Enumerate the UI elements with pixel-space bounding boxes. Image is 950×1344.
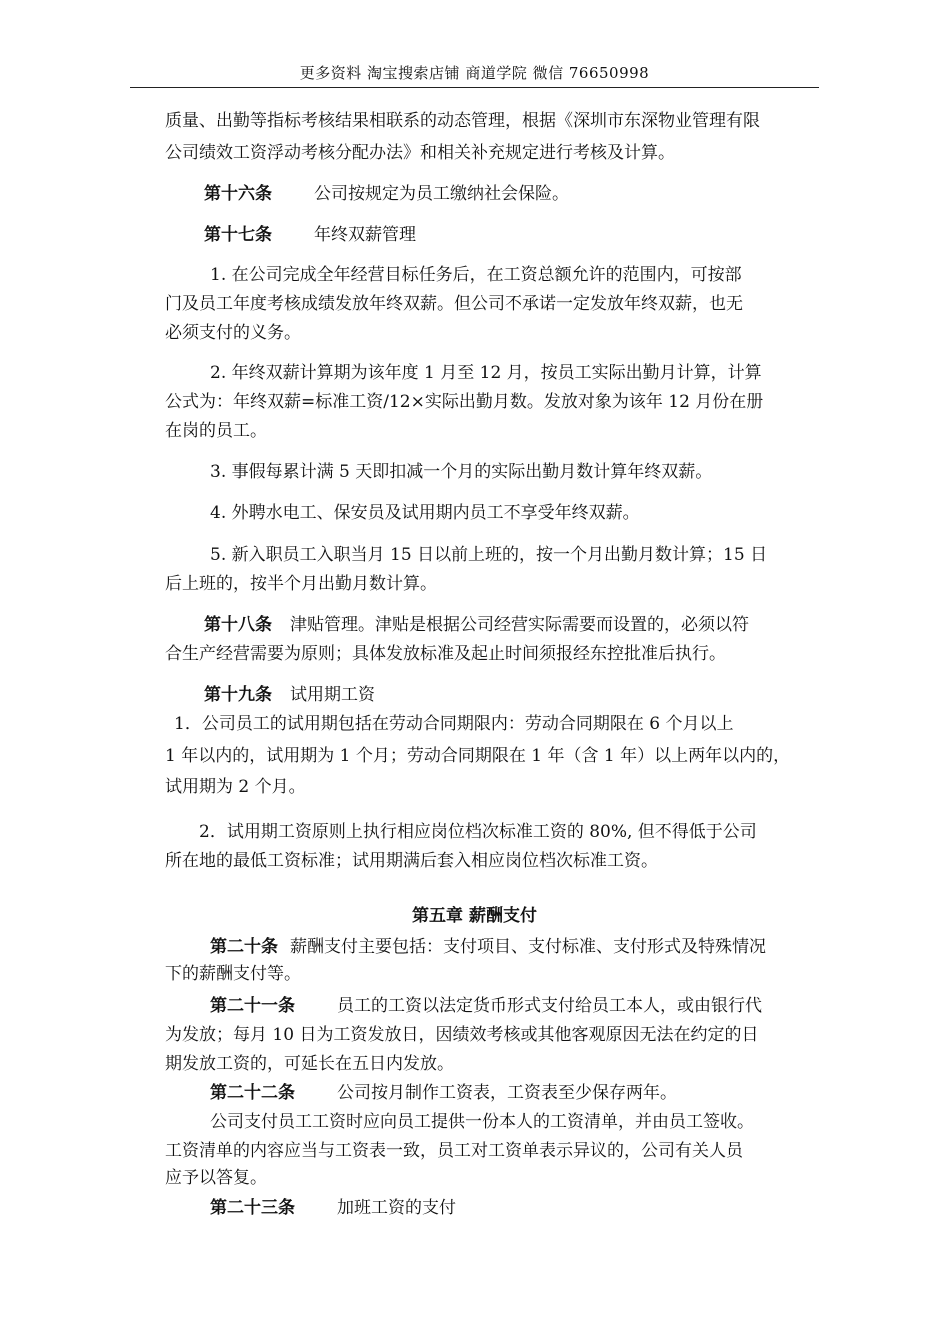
paragraph-line: 1. 在公司完成全年经营目标任务后，在工资总额允许的范围内，可按部	[210, 265, 742, 285]
paragraph-line: 公式为：年终双薪=标准工资/12×实际出勤月数。发放对象为该年 12 月份在册	[165, 392, 764, 412]
article-label: 第十七条	[204, 225, 272, 245]
paragraph-line: 下的薪酬支付等。	[165, 964, 301, 984]
chapter-title: 第五章 薪酬支付	[412, 906, 537, 926]
paragraph-line: 质量、出勤等指标考核结果相联系的动态管理，根据《深圳市东深物业管理有限	[165, 111, 760, 131]
article-20	[210, 934, 766, 960]
article-label: 第二十条	[210, 937, 278, 957]
article-label: 第二十二条	[210, 1083, 295, 1103]
paragraph-line: 在岗的员工。	[165, 421, 267, 441]
article-17	[204, 222, 416, 248]
article-21	[210, 993, 762, 1019]
paragraph-line: 5. 新入职员工入职当月 15 日以前上班的，按一个月出勤月数计算；15 日	[210, 545, 768, 565]
article-18	[204, 612, 749, 638]
article-22	[210, 1080, 677, 1106]
article-text: 津贴管理。津贴是根据公司经营实际需要而设置的，必须以符	[290, 615, 749, 635]
article-text: 公司按规定为员工缴纳社会保险。	[314, 184, 569, 204]
article-16	[204, 181, 569, 207]
article-label: 第十九条	[204, 685, 272, 705]
article-text: 员工的工资以法定货币形式支付给员工本人，或由银行代	[337, 996, 762, 1016]
paragraph-line: 4. 外聘水电工、保安员及试用期内员工不享受年终双薪。	[210, 503, 640, 523]
paragraph-line: 合生产经营需要为原则；具体发放标准及起止时间须报经东控批准后执行。	[165, 644, 726, 664]
article-19	[204, 682, 375, 708]
paragraph-line: 后上班的，按半个月出勤月数计算。	[165, 574, 437, 594]
paragraph-line: 试用期为 2 个月。	[165, 777, 306, 797]
article-text: 加班工资的支付	[337, 1198, 456, 1218]
article-label: 第十六条	[204, 184, 272, 204]
paragraph-line: 2．试用期工资原则上执行相应岗位档次标准工资的 80%, 但不得低于公司	[199, 822, 757, 842]
article-label: 第二十一条	[210, 996, 295, 1016]
paragraph-line: 公司绩效工资浮动考核分配办法》和相关补充规定进行考核及计算。	[165, 143, 675, 163]
article-text: 薪酬支付主要包括：支付项目、支付标准、支付形式及特殊情况	[290, 937, 766, 957]
article-text: 年终双薪管理	[314, 225, 416, 245]
article-23	[210, 1195, 456, 1221]
paragraph-line: 为发放；每月 10 日为工资发放日，因绩效考核或其他客观原因无法在约定的日	[165, 1025, 759, 1045]
paragraph-line: 1 年以内的，试用期为 1 个月；劳动合同期限在 1 年（含 1 年）以上两年以内的，	[165, 746, 791, 766]
article-label: 第二十三条	[210, 1198, 295, 1218]
page-header: 更多资料 淘宝搜索店铺 商道学院 微信 76650998	[130, 62, 819, 88]
paragraph-line: 应予以答复。	[165, 1168, 267, 1188]
article-text: 试用期工资	[290, 685, 375, 705]
paragraph-line: 3. 事假每累计满 5 天即扣减一个月的实际出勤月数计算年终双薪。	[210, 462, 713, 482]
paragraph-line: 1．公司员工的试用期包括在劳动合同期限内：劳动合同期限在 6 个月以上	[174, 714, 734, 734]
paragraph-line: 门及员工年度考核成绩发放年终双薪。但公司不承诺一定发放年终双薪，也无	[165, 294, 743, 314]
paragraph-line: 公司支付员工工资时应向员工提供一份本人的工资清单，并由员工签收。	[210, 1112, 754, 1132]
article-text: 公司按月制作工资表，工资表至少保存两年。	[337, 1083, 677, 1103]
paragraph-line: 工资清单的内容应当与工资表一致，员工对工资单表示异议的，公司有关人员	[165, 1141, 743, 1161]
paragraph-line: 期发放工资的，可延长在五日内发放。	[165, 1054, 454, 1074]
paragraph-line: 所在地的最低工资标准；试用期满后套入相应岗位档次标准工资。	[165, 851, 658, 871]
article-label: 第十八条	[204, 615, 272, 635]
paragraph-line: 必须支付的义务。	[165, 323, 301, 343]
paragraph-line: 2. 年终双薪计算期为该年度 1 月至 12 月，按员工实际出勤月计算，计算	[210, 363, 762, 383]
